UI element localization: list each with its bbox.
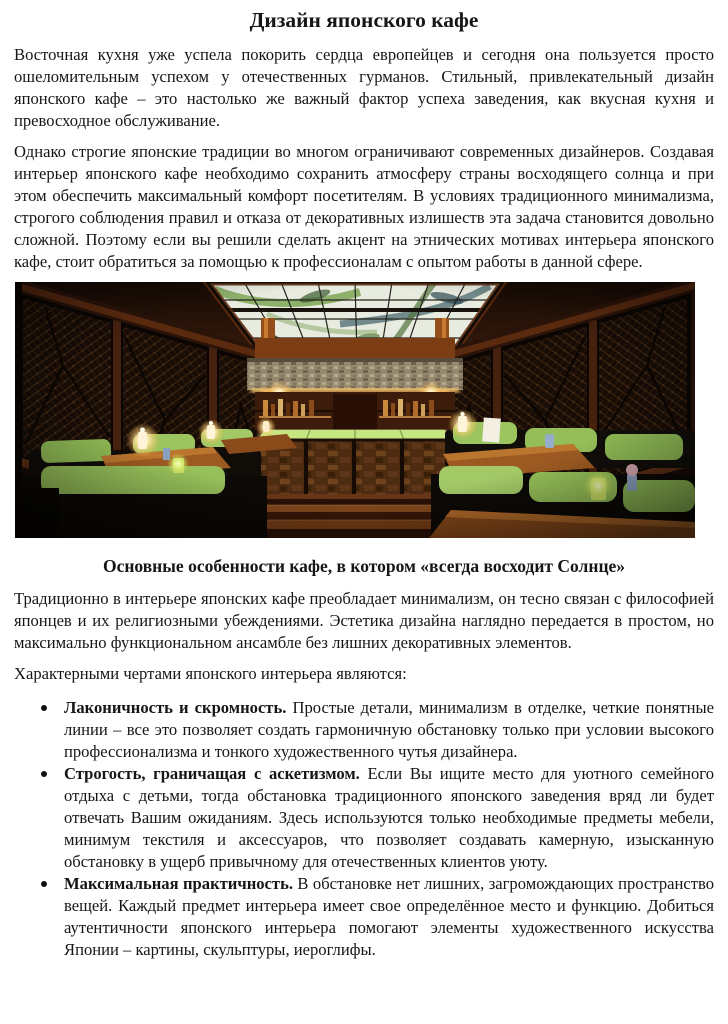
feature-term: Максимальная практичность. bbox=[64, 874, 294, 893]
features-list bbox=[14, 697, 714, 961]
feature-description: Простые детали, минимализм в отделке, четкие понятные линии – все это позволяет создать гармоничную обстановку только при условии высокого профессионализма и тонкого художественного чутья дизайнера. bbox=[64, 698, 714, 761]
feature-description: Если Вы ищите место для уютного семейного отдыха с детьми, тогда обстановка традиционного японского заведения вряд ли будет отвечать Вашим ожиданиям. Здесь используются только необходимые предметы мебели, минимум текстиля и аксессуаров, что позволяет создавать камерную, изысканную обстановку в ущерб привычному для отечественных клиентов уюту. bbox=[64, 764, 714, 871]
section-heading: Основные особенности кафе, в котором «всегда восходит Солнце» bbox=[102, 556, 626, 576]
bullet-icon bbox=[41, 881, 47, 887]
feature-description: В обстановке нет лишних, загромождающих пространство вещей. Каждый предмет интерьера имеет свое определённое место и функцию. Добиться аутентичности японского интерьера помогают элементы художественного искусства Японии – картины, скульптуры, иероглифы. bbox=[64, 874, 714, 959]
list-intro: Характерными чертами японского интерьера являются: bbox=[14, 664, 407, 683]
intro-paragraph-2: Однако строгие японские традиции во многом ограничивают современных дизайнеров. Создавая интерьер японского кафе необходимо сохранить атмосферу страны восходящего солнца и при этом обеспечить максимальный комфорт посетителям. В условиях традиционного минимализма, строгого соблюдения правил и отказа от декоративных излишеств эта задача становится довольно сложной. Поэтому если вы решили сделать акцент на этнических мотивах интерьера японского кафе, стоит обратиться за помощью к профессионалам с опытом работы в данной сфере. bbox=[14, 142, 714, 271]
cafe-interior-photo bbox=[15, 282, 695, 538]
list-item bbox=[14, 873, 714, 961]
intro-paragraph-1: Восточная кухня уже успела покорить сердца европейцев и сегодня она пользуется просто ошеломительным успехом у отечественных гурманов. Стильный, привлекательный дизайн японского кафе – это настолько же важный фактор успеха заведения, как вкусная кухня и превосходное обслуживание. bbox=[14, 45, 714, 130]
list-item bbox=[14, 697, 714, 763]
cafe-interior-illustration bbox=[15, 282, 695, 538]
list-item bbox=[14, 763, 714, 873]
feature-term: Строгость, граничащая с аскетизмом. bbox=[64, 764, 360, 783]
feature-term: Лаконичность и скромность. bbox=[64, 698, 287, 717]
vignette-overlay bbox=[15, 282, 695, 538]
bullet-icon bbox=[41, 771, 47, 777]
page-title: Дизайн японского кафе bbox=[249, 8, 479, 32]
bullet-icon bbox=[41, 705, 47, 711]
section-paragraph: Традиционно в интерьере японских кафе преобладает минимализм, он тесно связан с философией японцев и их религиозными убеждениями. Эстетика дизайна наглядно передается в простом, но максимально функциональном ансамбле без лишних декоративных элементов. bbox=[14, 589, 714, 652]
